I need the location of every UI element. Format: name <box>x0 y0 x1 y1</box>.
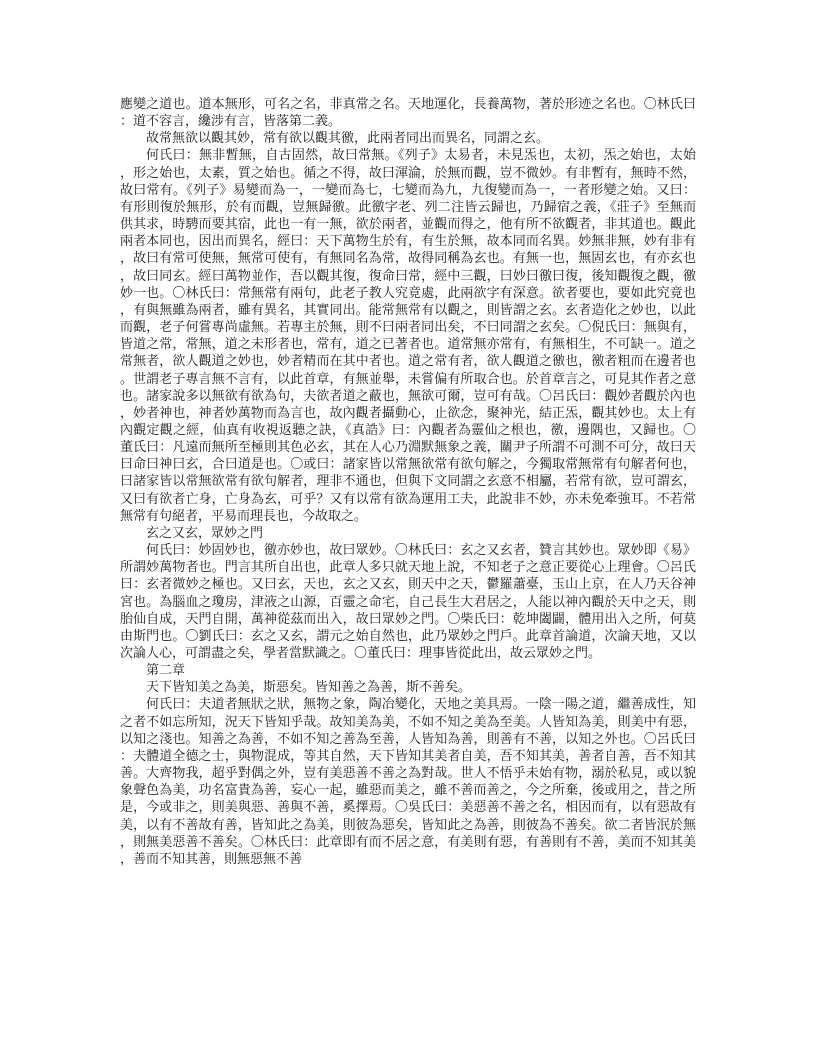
commentary-paragraph: 何氏曰：夫道者無狀之狀，無物之象，陶冶變化，天地之美具焉。一陰一陽之道，繼善成性，知之者不如忘所知，況天下皆知乎哉。故知美為美，不如不知之美為至美。人皆知為美，則美中有惡，以知之淺也。知善之為善，不如不知之善為至善，人皆知為善，則善有不善，以知之外也。〇呂氏曰：夫體道全德之士，與物混成，等其自然，天下皆知其美者自美，吾不知其美，善者自善，吾不知其善。大齊物我，超乎對偶之外，豈有美惡善不善之為對哉。世人不悟乎未始有物，溺於私見，或以貌象聲色為美，功名富貴為善，妄心一起，雖惡而美之，雖不善而善之，今之所棄，後或用之，昔之所是，今或非之，則美與惡、善與不善，奚擇焉。〇吳氏曰：美惡善不善之名，相因而有，以有惡故有美，以有不善故有善，皆知此之為美，則彼為惡矣，皆知此之為善，則彼為不善矣。欲二者皆泯於無，則無美惡善不善矣。〇林氏曰：此章即有而不居之意，有美則有惡，有善則有不善，美而不知其美，善而不知其善，則無惡無不善 <box>120 697 696 867</box>
scripture-verse: 玄之又玄，眾妙之門 <box>146 525 264 541</box>
commentary-paragraph: 何氏曰：妙固妙也，徼亦妙也，故曰眾妙。〇林氏曰：玄之又玄者，贊言其妙也。眾妙即《易》所謂妙萬物者也。門言其所自出也，此章人多只就天地上說，不知老子之意正要從心上理會。〇呂氏曰：玄者微妙之極也。又曰玄，天也，玄之又玄，則天中之天，鬱羅蕭臺，玉山上京，在人乃天谷神宮也。為腦血之瓊房，津液之山源，百靈之命宅，自己長生大君居之，人能以神內觀於天中之天，則胎仙自成，天門自開，萬神從茲而出入，故曰眾妙之門。〇柴氏曰：乾坤闔闢，體用出入之所，何莫由斯門也。〇劉氏曰：玄之又玄，謂元之始自然也，此乃眾妙之門戶。此章首論道，次論天地，又以次論人心，可謂盡之矣，學者當默識之。〇董氏曰：理事皆從此出，故云眾妙之門。 <box>120 543 696 661</box>
paragraph: 應變之道也。道本無形，可名之名，非真常之名。天地運化，長養萬物，著於形迹之名也。〇林氏曰：道不容言，纔涉有言，皆落第二義。 <box>120 97 696 130</box>
scripture-verse: 故常無欲以觀其妙，常有欲以觀其徼，此兩者同出而異名，同謂之玄。 <box>146 131 550 147</box>
document-body <box>120 96 696 868</box>
scripture-verse: 天下皆知美之為美，斯惡矣。皆知善之為善，斯不善矣。 <box>146 680 472 696</box>
commentary-paragraph: 何氏曰：無非暫無，自古固然，故曰常無。《列子》太易者，未見炁也，太初，炁之始也，太始，形之始也，太素，質之始也。循之不得，故曰渾淪，於無而觀，豈不微妙。有非暫有，無時不然，故曰常有。《列子》易變而為一，一變而為七，七變而為九，九復變而為一，一者形變之始。又曰：有形則復於無形，於有而觀，豈無歸徼。此徼字老、列二注皆云歸也，乃歸宿之義，《莊子》至無而供其求，時騁而要其宿，此也一有一無，欲於兩者，並觀而得之，他有所不欲觀者，非其道也。觀此兩者本同也，因出而異名，經曰：天下萬物生於有，有生於無，故本同而名異。妙無非無，妙有非有，故曰有常可使無，無常可使有，有無同名為常，故得同稱為玄也。有無一也，無固玄也，有亦玄也，故曰同玄。經曰萬物並作，吾以觀其復，復命曰常，經中三觀，曰妙曰徼曰復，後知觀復之觀，徼妙一也。〇林氏曰：常無常有兩句，此老子教人究竟處，此兩欲字有深意。欲者要也，要如此究竟也，有與無雖為兩者，雖有異名，其實同出。能常無常有以觀之，則皆謂之玄。玄者造化之妙也，以此而觀，老子何嘗專尚虛無。若專主於無，則不曰兩者同出矣，不曰同謂之玄矣。〇倪氏曰：無與有，皆道之常，常無，道之未形者也，常有，道之已著者也。道常無亦常有，有無相生，不可缺一。道之常無者，欲人觀道之妙也，妙者精而在其中者也。道之常有者，欲人觀道之徼也，徼者粗而在邊者也。世謂老子專言無不言有，以此首章，有無並舉，未嘗偏有所取合也。於首章言之，可見其作者之意也。諸家說多以無欲有欲為句，夫欲者道之蔽也，無欲可爾，豈可有哉。〇呂氏曰：觀妙者觀於內也，妙者神也，神者妙萬物而為言也，故內觀者攝動心，止欲念，聚神光，結正炁，觀其妙也。太上有內觀定觀之經，仙真有收視返聽之訣，《真誥》曰：內觀者為靈仙之根也，徼，邊隅也，又歸也。〇董氏曰：凡遠而無所至極則其色必玄，其在人心乃淵默無象之義，關尹子所謂不可測不可分，故曰天曰命曰神曰玄，合曰道是也。〇或曰：諸家皆以常無欲常有欲句解之，今獨取常無常有句解者何也，曰諸家皆以常無欲常有欲句解者，理非不通也，但與下文同謂之玄意不相屬，若常有欲，豈可謂玄，又曰有欲者亡身，亡身為玄，可乎？又有以常有欲為運用工夫，此說非不妙，亦未免牽強耳。不若常無常有句絕者，平易而理長也，今故取之。 <box>120 148 696 524</box>
chapter-heading: 第二章 <box>146 663 186 679</box>
